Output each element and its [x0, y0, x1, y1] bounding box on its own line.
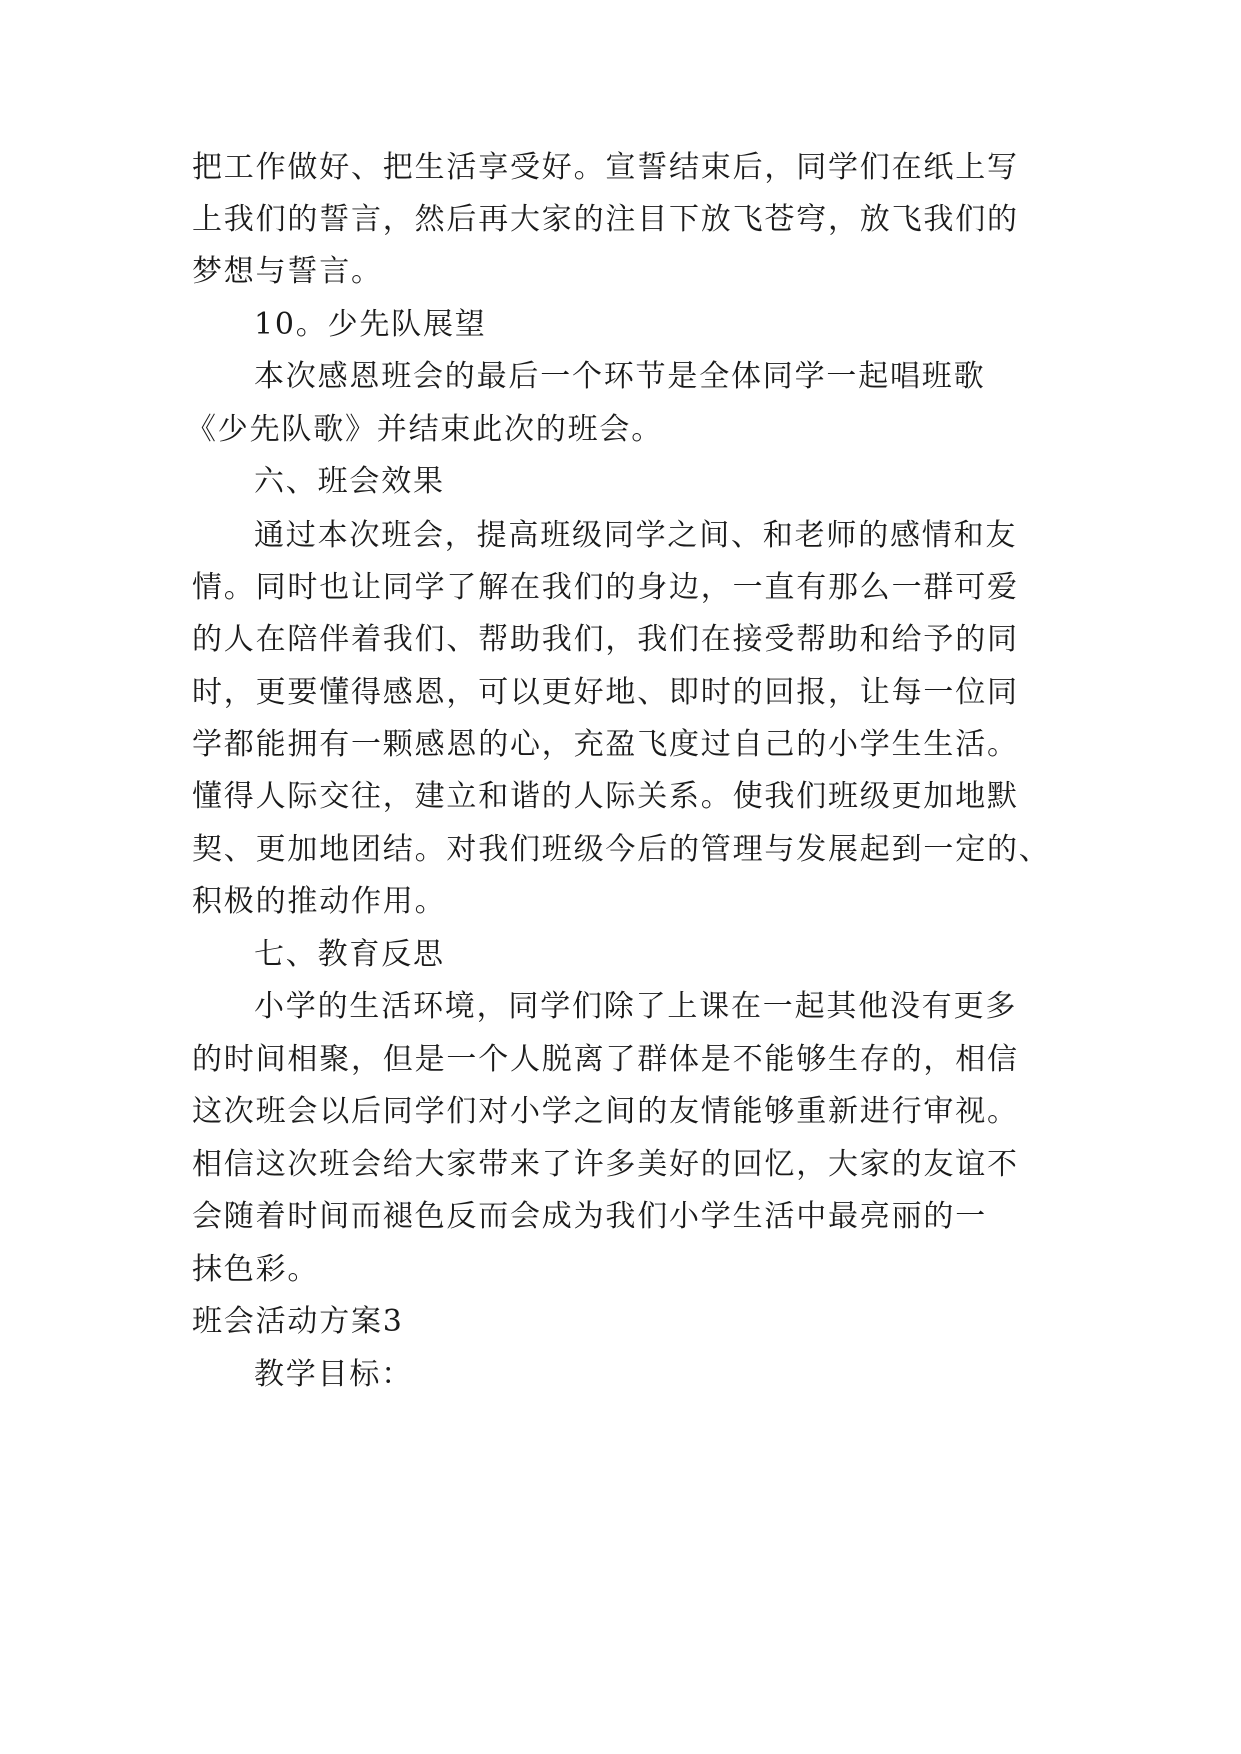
section-heading: 10。少先队展望 — [254, 307, 487, 342]
section-heading: 六、班会效果 — [254, 464, 445, 499]
paragraph-line: 学都能拥有一颗感恩的心，充盈飞度过自己的小学生生活。 — [192, 727, 1019, 762]
paragraph-line: 的人在陪伴着我们、帮助我们，我们在接受帮助和给予的同 — [192, 622, 1019, 657]
paragraph-line: 情。同时也让同学了解在我们的身边，一直有那么一群可爱 — [192, 570, 1019, 605]
section-heading: 教学目标： — [254, 1357, 413, 1392]
paragraph-line: 通过本次班会，提高班级同学之间、和老师的感情和友 — [254, 518, 1018, 553]
paragraph-line: 把工作做好、把生活享受好。宣誓结束后，同学们在纸上写 — [192, 150, 1019, 185]
paragraph-line: 会随着时间而褪色反而会成为我们小学生活中最亮丽的一 — [192, 1199, 987, 1234]
paragraph-line: 契、更加地团结。对我们班级今后的管理与发展起到一定的、 — [192, 832, 1051, 867]
paragraph-line: 的时间相聚，但是一个人脱离了群体是不能够生存的，相信 — [192, 1042, 1019, 1077]
paragraph-line: 相信这次班会给大家带来了许多美好的回忆，大家的友谊不 — [192, 1147, 1019, 1182]
paragraph-line: 积极的推动作用。 — [192, 884, 447, 919]
paragraph-line: 这次班会以后同学们对小学之间的友情能够重新进行审视。 — [192, 1094, 1019, 1129]
paragraph-line: 时，更要懂得感恩，可以更好地、即时的回报，让每一位同 — [192, 675, 1019, 710]
paragraph-line: 梦想与誓言。 — [192, 254, 383, 289]
paragraph-line: 小学的生活环境，同学们除了上课在一起其他没有更多 — [254, 989, 1018, 1024]
paragraph-line: 上我们的誓言，然后再大家的注目下放飞苍穹，放飞我们的 — [192, 202, 1019, 237]
paragraph-line: 《少先队歌》并结束此次的班会。 — [186, 412, 663, 447]
paragraph-line: 懂得人际交往，建立和谐的人际关系。使我们班级更加地默 — [192, 779, 1019, 814]
paragraph-line: 抹色彩。 — [192, 1252, 320, 1287]
section-heading: 七、教育反思 — [254, 937, 445, 972]
paragraph-line: 本次感恩班会的最后一个环节是全体同学一起唱班歌 — [254, 359, 986, 394]
document-title: 班会活动方案3 — [192, 1304, 404, 1339]
